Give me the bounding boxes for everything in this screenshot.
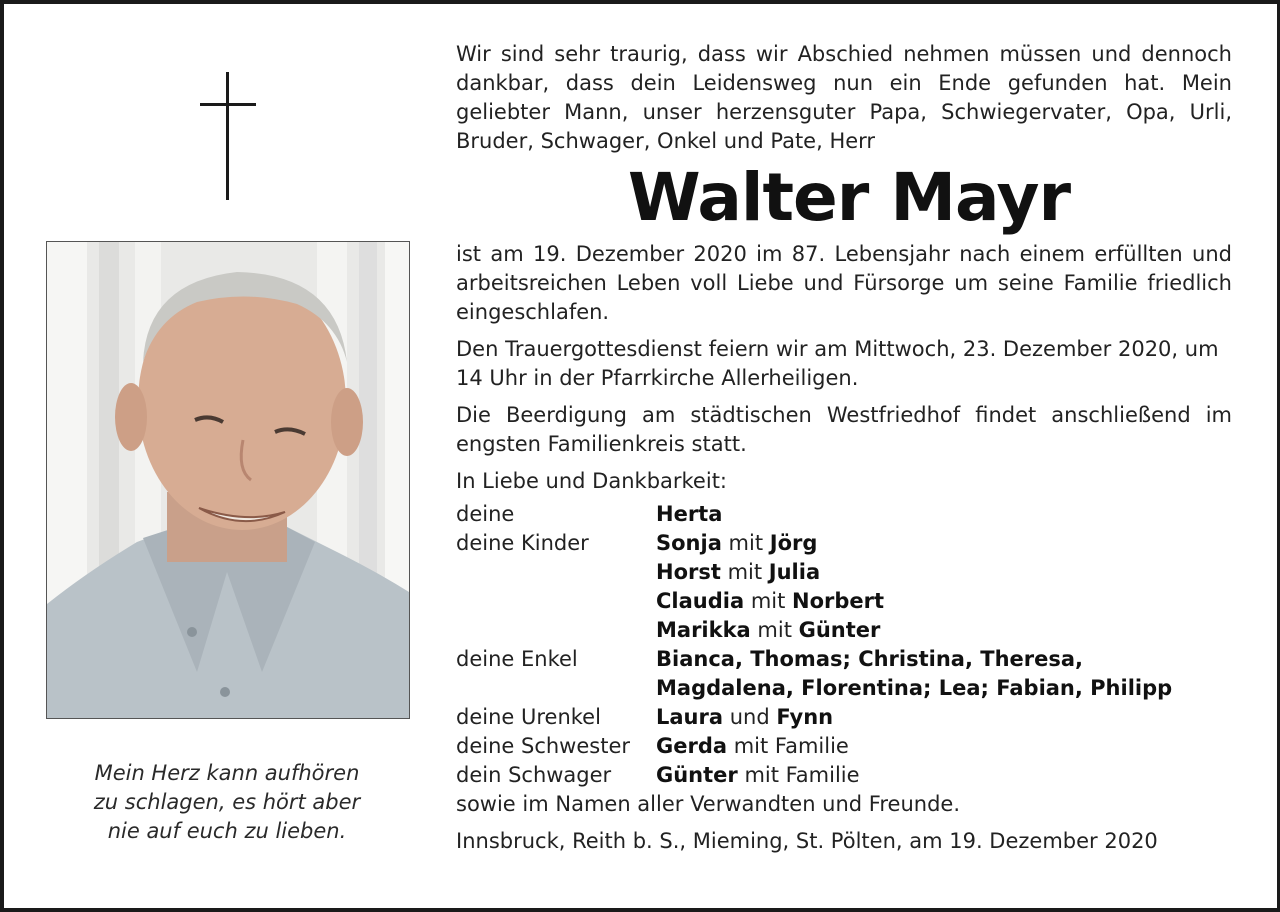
service-paragraph: Den Trauergottesdienst feiern wir am Mittwoch, 23. Dezember 2020, um 14 Uhr in der Pfarrkirche Allerheiligen. [456, 337, 1219, 390]
greeting: In Liebe und Dankbarkeit: [456, 469, 728, 493]
relation-label [456, 587, 656, 616]
family-row [456, 761, 1232, 790]
family-names [656, 645, 1083, 674]
relation-label: deine Schwester [456, 734, 630, 758]
family-names [656, 500, 722, 529]
family-name: Sonja [656, 531, 722, 555]
connector-text: mit Familie [727, 734, 849, 758]
relation-label: deine Enkel [456, 647, 578, 671]
family-name: Horst [656, 560, 721, 584]
family-row [456, 732, 1232, 761]
quote-line: nie auf euch zu lieben. [107, 819, 347, 843]
family-row [456, 500, 1232, 529]
closing-line: sowie im Namen aller Verwandten und Freunde. [456, 792, 960, 816]
family-name: Herta [656, 502, 723, 526]
family-row [456, 703, 1232, 732]
family-name: Gerda [656, 734, 728, 758]
family-name: Jörg [769, 531, 818, 555]
relation-label: deine [456, 502, 515, 526]
family-names [656, 674, 1172, 703]
relation-label: deine Urenkel [456, 705, 601, 729]
connector-text: mit [750, 618, 799, 642]
family-name: Fynn [776, 705, 834, 729]
family-name: Laura [656, 705, 724, 729]
family-list [456, 500, 1232, 790]
family-name: Bianca, Thomas; Christina, Theresa, [656, 647, 1084, 671]
family-row [456, 645, 1232, 674]
relation-label [456, 674, 656, 703]
family-names [656, 732, 849, 761]
family-name: Marikka [656, 618, 751, 642]
cross-icon [200, 72, 256, 200]
burial-paragraph: Die Beerdigung am städtischen Westfriedhof findet anschließend im engsten Familienkreis statt. [456, 403, 1232, 456]
family-name: Günter [798, 618, 881, 642]
notice-text [456, 40, 1232, 856]
quote-line: zu schlagen, es hört aber [93, 790, 361, 814]
connector-text: mit [720, 560, 769, 584]
connector-text: mit [744, 589, 793, 613]
family-name: Günter [656, 763, 738, 787]
relation-label: deine Kinder [456, 531, 589, 555]
quote-line: Mein Herz kann aufhören [94, 761, 360, 785]
family-row [456, 616, 1232, 645]
family-name: Norbert [792, 589, 885, 613]
family-row [456, 674, 1232, 703]
relation-label: dein Schwager [456, 763, 612, 787]
family-names [656, 616, 880, 645]
connector-text: mit Familie [737, 763, 860, 787]
family-names [656, 558, 820, 587]
portrait-photo [46, 241, 410, 719]
family-names [656, 703, 833, 732]
connector-text: und [723, 705, 777, 729]
relation-label [456, 558, 656, 587]
family-name: Julia [768, 560, 821, 584]
place-date: Innsbruck, Reith b. S., Mieming, St. Pölten, am 19. Dezember 2020 [456, 829, 1158, 853]
death-paragraph: ist am 19. Dezember 2020 im 87. Lebensjahr nach einem erfüllten und arbeitsreichen Leben voll Liebe und Fürsorge um seine Familie friedlich eingeschlafen. [456, 242, 1232, 324]
connector-text: mit [721, 531, 770, 555]
family-row [456, 558, 1232, 587]
family-row [456, 529, 1232, 558]
family-names [656, 529, 817, 558]
relation-label [456, 616, 656, 645]
family-name: Magdalena, Florentina; Lea; Fabian, Philipp [656, 676, 1173, 700]
intro-paragraph: Wir sind sehr traurig, dass wir Abschied nehmen müssen und dennoch dankbar, dass dein Leidensweg nun ein Ende gefunden hat. Mein geliebter Mann, unser herzensguter Papa, Schwiegervater, Opa, Urli, Bruder, Schwager, Onkel und Pate, Herr [456, 42, 1232, 153]
family-names [656, 761, 860, 790]
family-name: Claudia [656, 589, 745, 613]
memorial-quote [40, 759, 414, 846]
family-row [456, 587, 1232, 616]
family-names [656, 587, 884, 616]
deceased-name: Walter Mayr [627, 159, 1071, 236]
